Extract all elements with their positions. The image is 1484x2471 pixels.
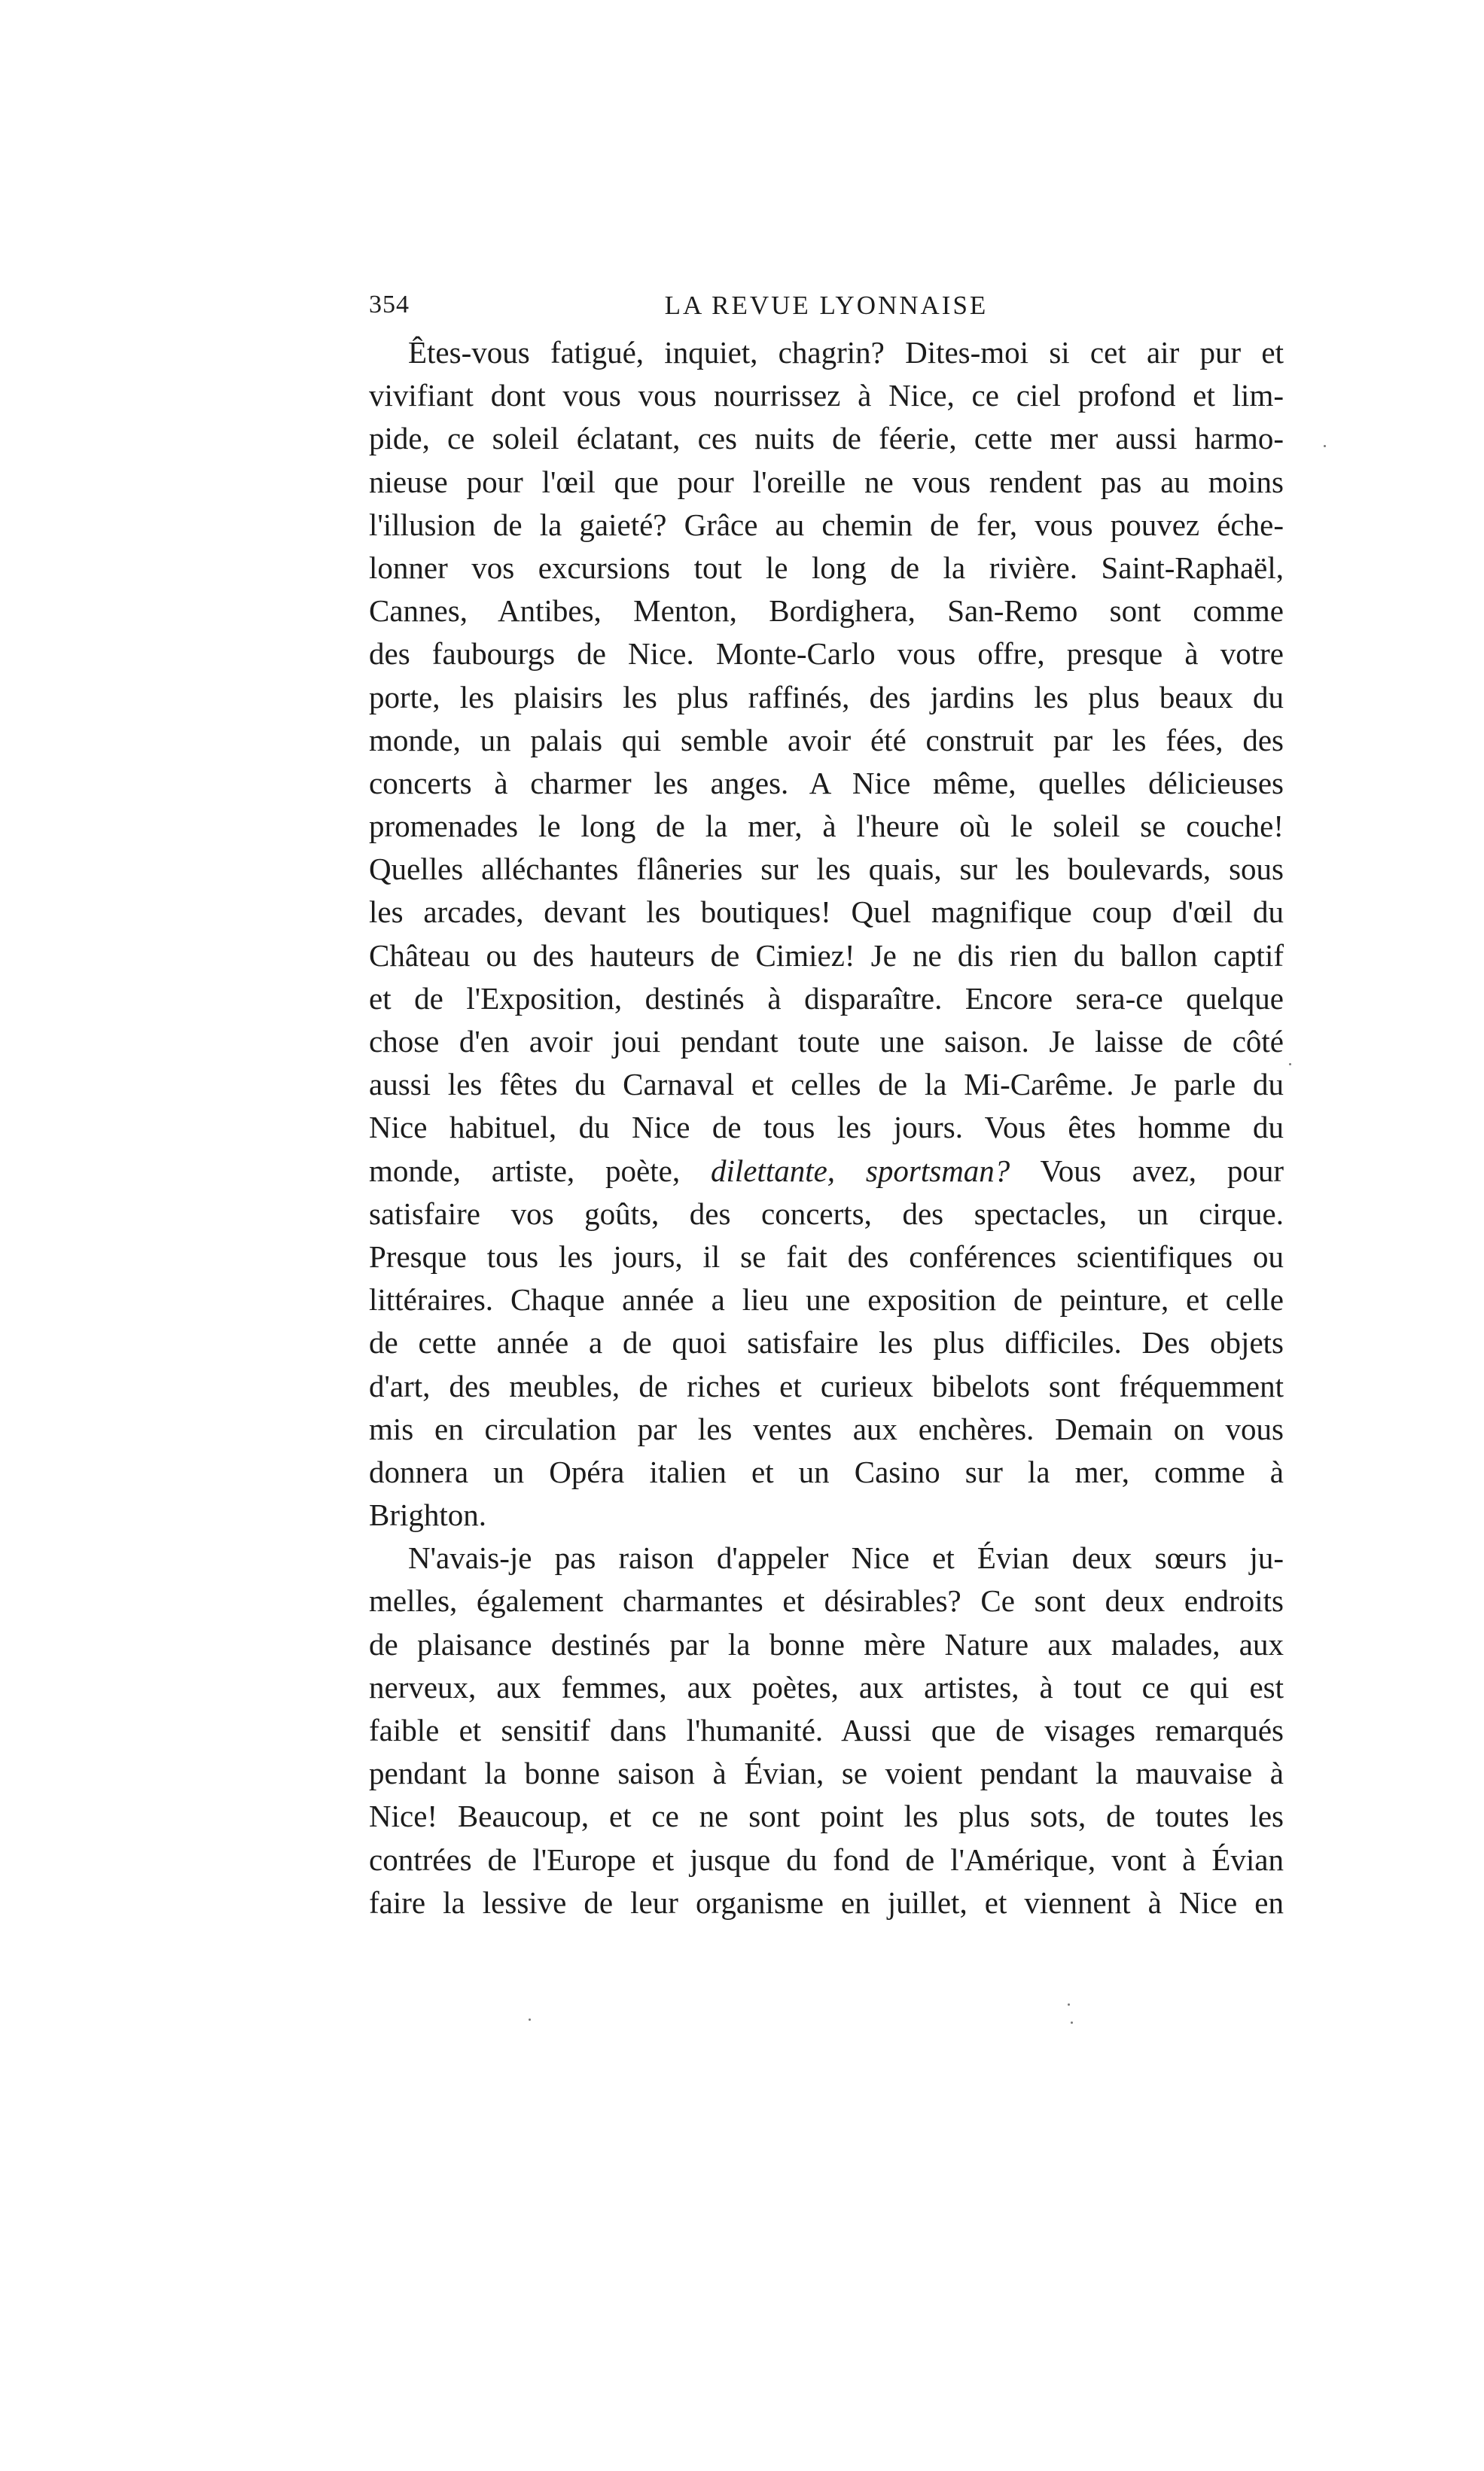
text-line: faible et sensitif dans l'humanité. Aussi que de visages remarqués bbox=[369, 1713, 1284, 1747]
text-line: donnera un Opéra italien et un Casino sur la mer, comme à bbox=[369, 1454, 1284, 1489]
text-line: nerveux, aux femmes, aux poètes, aux artistes, à tout ce qui est bbox=[369, 1669, 1284, 1705]
text-line: Presque tous les jours, il se fait des conférences scientifiques ou bbox=[369, 1239, 1284, 1274]
text-line: lonner vos excursions tout le long de la rivière. Saint-Raphaël, bbox=[369, 550, 1284, 585]
text-line: Nice habituel, du Nice de tous les jours. Vous êtes homme du bbox=[369, 1110, 1284, 1145]
text-segment: monde, artiste, poète, bbox=[369, 1153, 711, 1188]
text-line: chose d'en avoir joui pendant toute une saison. Je laisse de côté bbox=[369, 1024, 1284, 1059]
text-line: l'illusion de la gaieté? Grâce au chemin de fer, vous pouvez éche- bbox=[369, 507, 1284, 542]
text-line: satisfaire vos goûts, des concerts, des spectacles, un cirque. bbox=[369, 1196, 1284, 1231]
text-line: Quelles alléchantes flâneries sur les quais, sur les boulevards, sous bbox=[369, 852, 1284, 887]
paragraph bbox=[369, 331, 1284, 1537]
text-line: contrées de l'Europe et jusque du fond de l'Amérique, vont à Évian bbox=[369, 1842, 1284, 1877]
text-segment: Vous avez, pour bbox=[1010, 1153, 1284, 1188]
text-line: pendant la bonne saison à Évian, se voient pendant la mauvaise à bbox=[369, 1756, 1284, 1791]
text-line: de cette année a de quoi satisfaire les plus difficiles. Des objets bbox=[369, 1325, 1284, 1360]
paper-speck bbox=[1071, 2022, 1073, 2024]
paper-speck bbox=[1324, 445, 1326, 447]
journal-title: LA REVUE LYONNAISE bbox=[664, 291, 989, 320]
page-number: 354 bbox=[369, 291, 410, 318]
text-line-with-italic bbox=[369, 1150, 1284, 1193]
paragraph bbox=[369, 1537, 1284, 1924]
text-line: Brighton. bbox=[369, 1498, 487, 1533]
text-line: vivifiant dont vous vous nourrissez à Nice, ce ciel profond et lim- bbox=[369, 378, 1284, 413]
text-line: N'avais-je pas raison d'appeler Nice et Évian deux sœurs ju- bbox=[408, 1540, 1284, 1576]
text-line: d'art, des meubles, de riches et curieux bibelots sont fréquemment bbox=[369, 1368, 1284, 1403]
text-line: monde, un palais qui semble avoir été construit par les fées, des bbox=[369, 722, 1284, 757]
running-head bbox=[369, 291, 1284, 333]
text-line: pide, ce soleil éclatant, ces nuits de féerie, cette mer aussi harmo- bbox=[369, 421, 1284, 456]
italic-text: dilettante, sportsman? bbox=[710, 1153, 1010, 1188]
text-line: Cannes, Antibes, Menton, Bordighera, San-Remo sont comme bbox=[369, 593, 1284, 629]
text-line: porte, les plaisirs les plus raffinés, des jardins les plus beaux du bbox=[369, 679, 1284, 714]
text-line: faire la lessive de leur organisme en juillet, et viennent à Nice en bbox=[369, 1884, 1284, 1920]
text-line: littéraires. Chaque année a lieu une exposition de peinture, et celle bbox=[369, 1282, 1284, 1318]
paper-speck bbox=[1289, 1063, 1291, 1065]
body-text bbox=[369, 331, 1284, 1924]
paper-speck bbox=[529, 2019, 531, 2021]
text-line: aussi les fêtes du Carnaval et celles de la Mi-Carême. Je parle du bbox=[369, 1067, 1284, 1102]
text-line: et de l'Exposition, destinés à disparaître. Encore sera-ce quelque bbox=[369, 980, 1284, 1016]
text-line: Êtes-vous fatigué, inquiet, chagrin? Dites-moi si cet air pur et bbox=[408, 335, 1284, 370]
text-line: des faubourgs de Nice. Monte-Carlo vous offre, presque à votre bbox=[369, 636, 1284, 672]
text-line: mis en circulation par les ventes aux enchères. Demain on vous bbox=[369, 1411, 1284, 1446]
text-line: promenades le long de la mer, à l'heure où le soleil se couche! bbox=[369, 809, 1284, 844]
text-line: Château ou des hauteurs de Cimiez! Je ne dis rien du ballon captif bbox=[369, 937, 1284, 973]
text-line: nieuse pour l'œil que pour l'oreille ne vous rendent pas au moins bbox=[369, 464, 1284, 499]
text-line: de plaisance destinés par la bonne mère Nature aux malades, aux bbox=[369, 1626, 1284, 1662]
text-line: concerts à charmer les anges. A Nice même, quelles délicieuses bbox=[369, 765, 1284, 800]
paper-speck bbox=[1068, 2003, 1070, 2006]
text-line: melles, également charmantes et désirables? Ce sont deux endroits bbox=[369, 1583, 1284, 1619]
text-line: les arcades, devant les boutiques! Quel magnifique coup d'œil du bbox=[369, 894, 1284, 930]
text-line: Nice! Beaucoup, et ce ne sont point les plus sots, de toutes les bbox=[369, 1799, 1284, 1834]
